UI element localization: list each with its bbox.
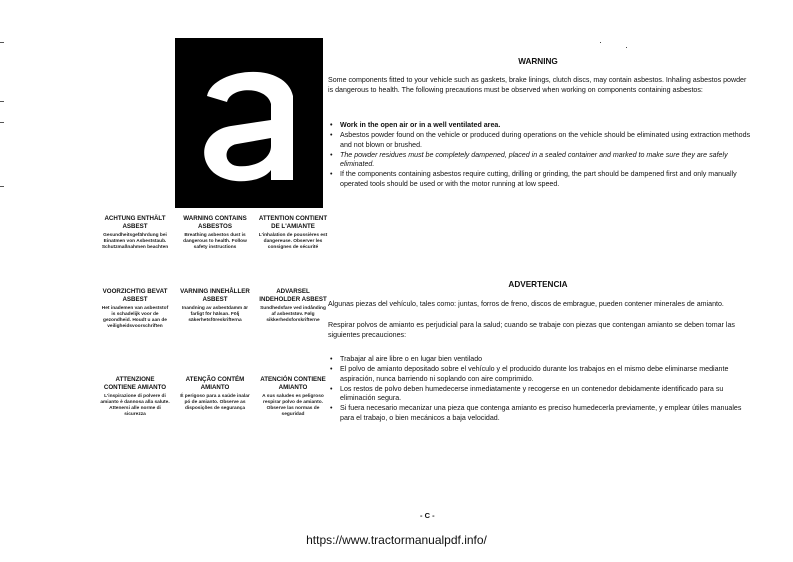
scan-mark — [0, 122, 4, 123]
label-title: WARNING CONTAINS ASBESTOS — [183, 215, 247, 230]
label-title: VARNING INNEHÅLLER ASBEST — [180, 288, 250, 303]
warning-precaution-item: • If the components containing asbestos require cutting, drilling or grinding, the part should be dampened first and only manually operated tools should be used or with the motor running at low speed. — [328, 170, 752, 189]
label-title: ATTENTION CONTIENT DE L'AMIANTE — [258, 215, 328, 230]
advertencia-precautions-list — [328, 355, 752, 424]
label-text: Inandning av asbestdamm är farligt för hälsan. Följ säkerhetsföreskrifterna — [181, 306, 249, 323]
advertencia-precaution-item: • Los restos de polvo deben humedecerse inmediatamente y recogerse en un contenedor debidamente identificado para su eliminación segura. — [328, 385, 752, 404]
label-cell-it — [100, 376, 170, 418]
warning-intro: Some components fitted to your vehicle such as gaskets, brake linings, clutch discs, may contain asbestos. Inhaling asbestos powder is dangerous to health. The following precautions must be observed when working on components containing asbestos: — [328, 76, 747, 94]
label-text: L'inhalation de poussières est dangereuse. Observer les consignes de sécurité — [258, 233, 328, 250]
label-text: Het inademen van asbeststof is schadelijk voor de gezondheid. Houdt u aan de veiligheidsvoorschriften — [101, 306, 169, 329]
label-row — [100, 376, 330, 464]
page-number: - C - — [420, 511, 435, 520]
source-url[interactable]: https://www.tractormanualpdf.info/ — [306, 533, 487, 547]
advertencia-precaution-item: • El polvo de amianto depositado sobre el vehículo y el producido durante los trabajos en el mismo debe eliminarse mediante aspiración, nunca barriendo ni soplando con aire comprimido. — [328, 365, 752, 384]
scan-mark — [0, 42, 4, 43]
label-title: ATENCIÓN CONTIENE AMIANTO — [260, 376, 326, 391]
label-text: Sundhedsfare ved indånding af asbeststøv. Følg sikkerhedsforskrifterne — [260, 306, 326, 323]
label-text: L'inspirazione di polvere di amianto è dannosa alla salute. Attenersi alle norme di sicurezza — [100, 394, 170, 417]
label-cell-da — [258, 288, 328, 324]
advertencia-heading: ADVERTENCIA — [508, 280, 568, 289]
label-title: ATTENZIONE CONTIENE AMIANTO — [103, 376, 167, 391]
scan-mark — [0, 186, 4, 187]
warning-precaution-item: • Work in the open air or in a well ventilated area. — [328, 121, 752, 131]
label-cell-de — [100, 215, 170, 251]
label-cell-sv — [180, 288, 250, 324]
label-cell-nl — [100, 288, 170, 330]
warning-precaution-item: • The powder residues must be completely dampened, placed in a sealed container and marked to make sure they are safely eliminated. — [328, 151, 752, 170]
label-text: A sus saludes es peligroso respirar polvo de amianto. Observe las normas de seguridad — [262, 394, 324, 417]
warning-heading: WARNING — [518, 57, 558, 66]
label-text: É perigoso para a saúde inalar pó de amianto. Observe as disposições de segurança — [180, 394, 250, 411]
advertencia-precaution-item: • Trabajar al aire libre o en lugar bien ventilado — [328, 355, 752, 365]
label-cell-fr — [258, 215, 328, 251]
scan-mark — [626, 47, 627, 48]
letter-a-symbol-icon — [175, 38, 323, 208]
label-text: Gesundheitsgefährdung bei Einatmen von Asbeststaub. Schutzmaßnahmen beachten — [101, 233, 169, 250]
label-text: Breathing asbestos dust is dangerous to health. Follow safety instructions — [183, 233, 247, 250]
advertencia-intro-precautions: Respirar polvos de amianto es perjudicial para la salud; cuando se trabaje con piezas que contengan amianto se deben tomar las siguientes precauciones: — [328, 321, 735, 339]
advertencia-intro: Algunas piezas del vehículo, tales como: juntas, forros de freno, discos de embrague, pueden contener minerales de amianto. — [328, 300, 724, 308]
warning-precautions-list — [328, 121, 752, 190]
label-title: ACHTUNG ENTHÄLT ASBEST — [104, 215, 166, 230]
warning-precaution-item: • Asbestos powder found on the vehicle or produced during operations on the vehicle should be eliminated using extraction methods and not blown or brushed. — [328, 131, 752, 150]
label-row — [100, 288, 330, 376]
label-cell-es — [258, 376, 328, 418]
scan-mark — [0, 101, 4, 102]
label-cell-en — [180, 215, 250, 251]
label-cell-pt — [180, 376, 250, 412]
label-title: ATENÇÃO CONTÉM AMIANTO — [185, 376, 245, 391]
advertencia-precaution-item: • Si fuera necesario mecanizar una pieza que contenga amianto es preciso humedecerla previamente, y emplear útiles manuales para el trabajo, o bien mecánicos a baja velocidad. — [328, 404, 752, 423]
label-title: ADVARSEL INDEHOLDER ASBEST — [259, 288, 327, 303]
label-title: VOORZICHTIG BEVAT ASBEST — [102, 288, 168, 303]
asbestos-symbol — [175, 38, 323, 208]
scan-mark — [600, 42, 601, 43]
